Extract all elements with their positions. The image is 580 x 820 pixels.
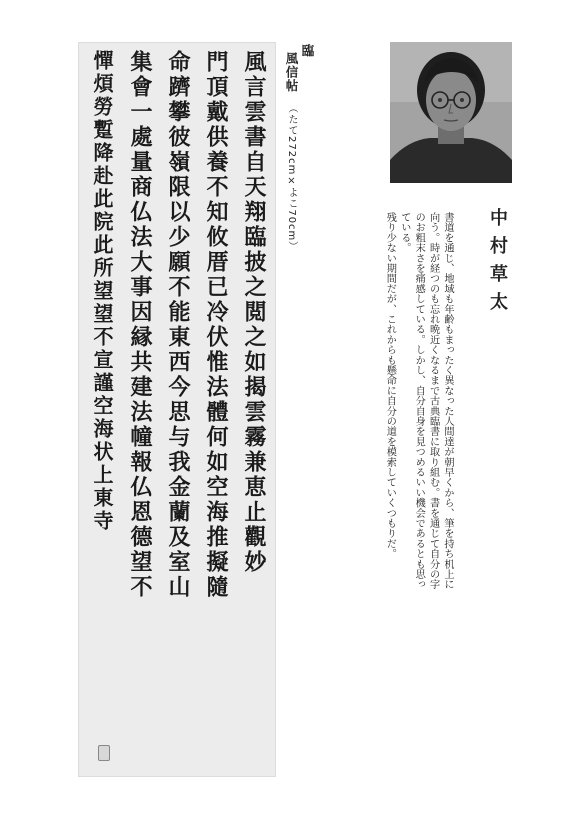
author-portrait-icon (390, 42, 512, 183)
calligraphy-column-4: 集會一處量商仏法大事因縁共建法幢報仏恩德望不 (127, 50, 153, 600)
work-title-label: 臨 (300, 44, 315, 58)
author-bio (382, 212, 454, 592)
calligraphy-artwork (78, 42, 276, 777)
calligraphy-column-5: 憚煩勞蹔降赴此院此所望望不宣謹空海状上東寺 (90, 50, 114, 533)
work-dimensions: （たて272cm×よこ70cm） (286, 103, 297, 253)
work-title-name: 風信帖 (284, 52, 299, 93)
artist-seal-icon (98, 745, 110, 761)
calligraphy-column-2: 門頂戴供養不知攸厝已冷伏惟法體何如空海推擬隨 (203, 50, 229, 600)
bio-paragraph-1: 書道を通じ、地域も年齢もまったく異なった人間達が朝早くから、筆を持ち机上に向う。時が経つのも忘れ晩近くなるまで古典臨書に取り組む。書を通じて自分の字のお粗末さを痛感している。しかし、自分自身を見つめるいい機会であるとも思っている。 (398, 212, 454, 590)
author-name: 中村草太 (487, 208, 508, 320)
calligraphy-column-3: 命躋攀彼嶺限以少願不能東西今思与我金蘭及室山 (165, 50, 191, 600)
work-title-block (283, 44, 315, 253)
author-photo (390, 42, 512, 183)
calligraphy-column-1: 風言雲書自天翔臨披之閲之如揭雲霧兼恵止觀妙 (241, 50, 267, 575)
bio-paragraph-2: 残り少ない期間だが、これからも懸命に自分の道を模索していくつもりだ。 (384, 212, 396, 559)
